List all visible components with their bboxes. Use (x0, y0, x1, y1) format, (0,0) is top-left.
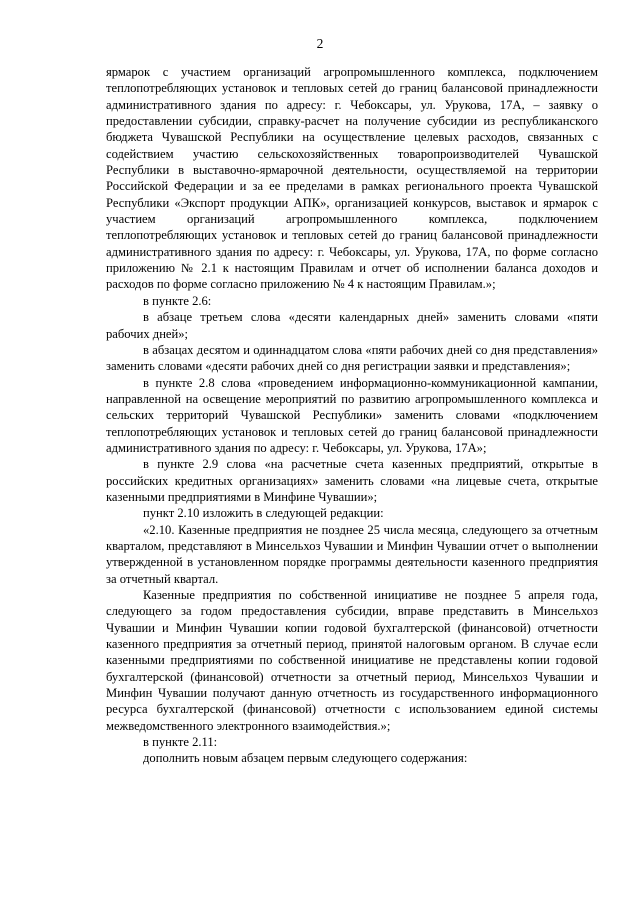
paragraph: пункт 2.10 изложить в следующей редакции: (143, 506, 384, 521)
paragraph: в пункте 2.8 слова «проведением информационно-коммуникационной кампании, направленной на освещение мероприятий по развитию агропромышленного комплекса и сельских территорий Чувашской Республики» заменить словами «подключением теплопотребляющих установок и тепловых сетей до границ балансовой принадлежности административного здания по адресу: г. Чебоксары, ул. Урукова, 17А»; (106, 375, 598, 455)
paragraph: в пункте 2.11: (143, 735, 218, 750)
paragraph: дополнить новым абзацем первым следующего содержания: (143, 751, 468, 766)
paragraph: «2.10. Казенные предприятия не позднее 25 числа месяца, следующего за отчетным кварталом, представляют в Минсельхоз Чувашии и Минфин Чувашии отчет о выполнении утвержденной в установленном порядке программы деятельности казенного предприятия за отчетный квартал. (106, 522, 598, 586)
paragraph: Казенные предприятия по собственной инициативе не позднее 5 апреля года, следующего за годом предоставления субсидии, вправе представить в Минсельхоз Чувашии и Минфин Чувашии копии годовой бухгалтерской (финансовой) отчетности казенного предприятия за отчетный период, принятой налоговым органом. В случае если казенными предприятиями по собственной инициативе не представлены копии годовой бухгалтерской (финансовой) отчетности за отчетный период, Минсельхоз Чувашии и Минфин Чувашии получают данную отчетность из государственного информационного ресурса бухгалтерской (финансовой) отчетности с использованием единой системы межведомственного электронного взаимодействия.»; (106, 588, 598, 733)
paragraph: в абзаце третьем слова «десяти календарных дней» заменить словами «пяти рабочих дней»; (106, 310, 598, 341)
paragraph: в пункте 2.6: (143, 293, 212, 308)
page-number: 2 (316, 36, 324, 51)
document-body (106, 64, 598, 767)
paragraph: ярмарок с участием организаций агропромышленного комплекса, подключением теплопотребляющих установок и тепловых сетей до границ балансовой принадлежности административного здания по адресу: г. Чебоксары, ул. Урукова, 17А, – заявку о предоставлении субсидии, справку-расчет на получение субсидии из республиканского бюджета Чувашской Республики на осуществление целевых расходов, связанных с содействием участию сельскохозяйственных товаропроизводителей Чувашской Республики в выставочно-ярмарочной деятельности, осуществляемой на территории Российской Федерации и за ее пределами в рамках регионального проекта Чувашской Республики «Экспорт продукции АПК», организацией конкурсов, выставок и ярмарок с участием организаций агропромышленного комплекса, подключением теплопотребляющих установок и тепловых сетей до границ балансовой принадлежности административного здания по адресу: г. Чебоксары, ул. Урукова, 17А, по форме согласно приложению № 2.1 к настоящим Правилам и отчет об исполнении баланса доходов и расходов по форме согласно приложению № 4 к настоящим Правилам.»; (106, 65, 598, 292)
paragraph: в абзацах десятом и одиннадцатом слова «пяти рабочих дней со дня представления» заменить словами «десяти рабочих дней со дня регистрации заявки и представления»; (106, 342, 598, 374)
paragraph: в пункте 2.9 слова «на расчетные счета казенных предприятий, открытые в российских кредитных организациях» заменить словами «на лицевые счета, открытые казенными предприятиями в Минфине Чувашии»; (106, 457, 598, 504)
